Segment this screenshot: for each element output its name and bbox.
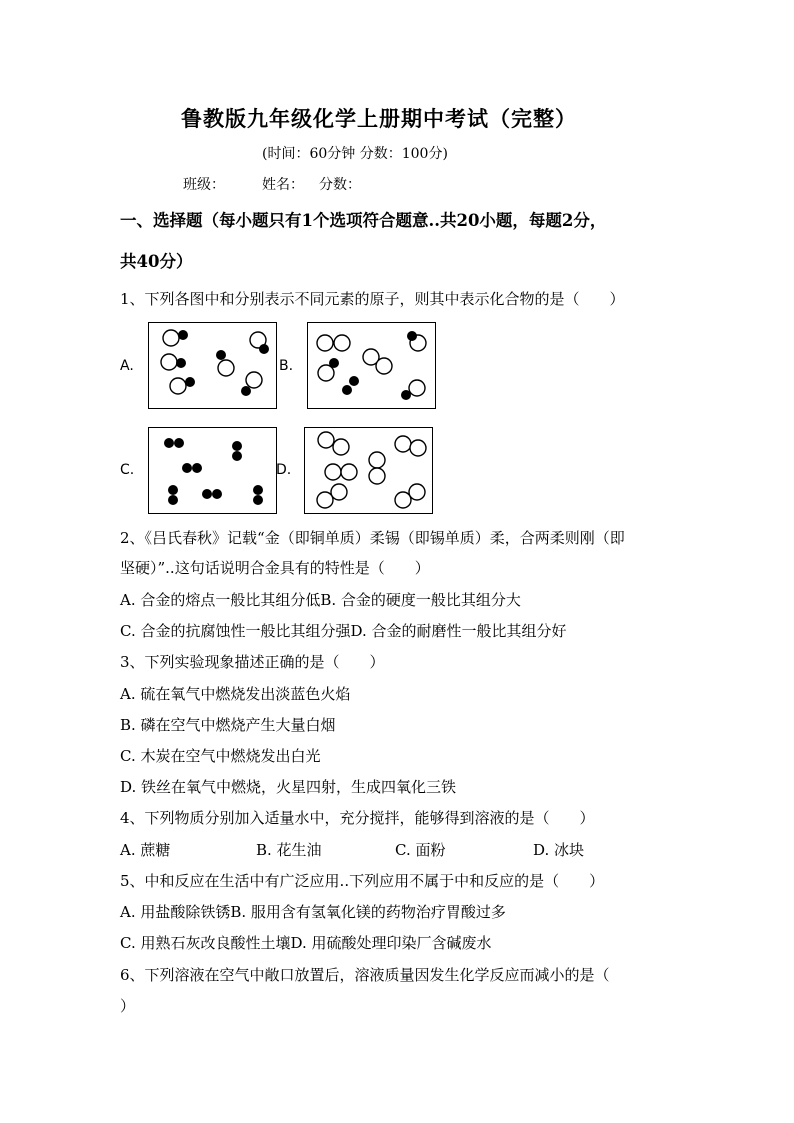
q1-label-a: A.: [120, 358, 134, 374]
page-title: 鲁教版九年级化学上册期中考试（完整）: [181, 106, 577, 131]
q1-diagram-a: [148, 322, 277, 409]
q1-label-d: D.: [276, 462, 292, 478]
section-heading-line1: 一、选择题（每小题只有1个选项符合题意..共20小题，每题2分，: [120, 211, 607, 230]
q3-option-b: B. 磷在空气中燃烧产生大量白烟: [120, 716, 336, 734]
q1-stem: 1、下列各图中和分别表示不同元素的原子，则其中表示化合物的是（ ）: [120, 290, 625, 308]
q4-option-d: D. 冰块: [533, 841, 585, 859]
q2-stem-line1: 2、《吕氏春秋》记载“金（即铜单质）柔锡（即锡单质）柔，合两柔则刚（即: [120, 529, 625, 547]
q6-stem-line1: 6、下列溶液在空气中敞口放置后，溶液质量因发生化学反应而减小的是（: [120, 966, 610, 984]
q1-label-b: B.: [279, 358, 294, 374]
q3-option-c: C. 木炭在空气中燃烧发出白光: [120, 747, 321, 765]
q6-stem-line2: ）: [120, 997, 136, 1015]
q3-stem: 3、下列实验现象描述正确的是（ ）: [120, 653, 385, 671]
q5-options-line1: A. 用盐酸除铁锈B. 服用含有氢氧化镁的药物治疗胃酸过多: [120, 903, 506, 921]
q1-diagram-b: [307, 322, 436, 409]
q5-options-line2: C. 用熟石灰改良酸性土壤D. 用硫酸处理印染厂含碱废水: [120, 934, 492, 952]
q3-option-a: A. 硫在氧气中燃烧发出淡蓝色火焰: [120, 685, 351, 703]
q2-stem-line2: 坚硬）”..这句话说明合金具有的特性是（ ）: [120, 559, 430, 577]
q2-options-line1: A. 合金的熔点一般比其组分低B. 合金的硬度一般比其组分大: [120, 591, 521, 609]
q4-option-b: B. 花生油: [256, 841, 322, 859]
q5-stem: 5、中和反应在生活中有广泛应用..下列应用不属于中和反应的是（ ）: [120, 872, 605, 890]
field-score: 分数：: [319, 177, 361, 193]
section-heading-line2: 共40分）: [120, 252, 193, 271]
q3-option-d: D. 铁丝在氧气中燃烧，火星四射，生成四氧化三铁: [120, 778, 457, 796]
q4-option-a: A. 蔗糖: [120, 841, 171, 859]
exam-meta: (时间：60分钟 分数：100分): [262, 146, 448, 162]
q4-stem: 4、下列物质分别加入适量水中，充分搅拌，能够得到溶液的是（ ）: [120, 809, 595, 827]
q1-label-c: C.: [120, 462, 135, 478]
field-class: 班级：: [183, 177, 225, 193]
field-name: 姓名：: [262, 177, 304, 193]
q1-diagram-c: [148, 427, 277, 514]
q1-diagram-d: [304, 427, 433, 514]
q4-option-c: C. 面粉: [395, 841, 446, 859]
q2-options-line2: C. 合金的抗腐蚀性一般比其组分强D. 合金的耐磨性一般比其组分好: [120, 622, 567, 640]
